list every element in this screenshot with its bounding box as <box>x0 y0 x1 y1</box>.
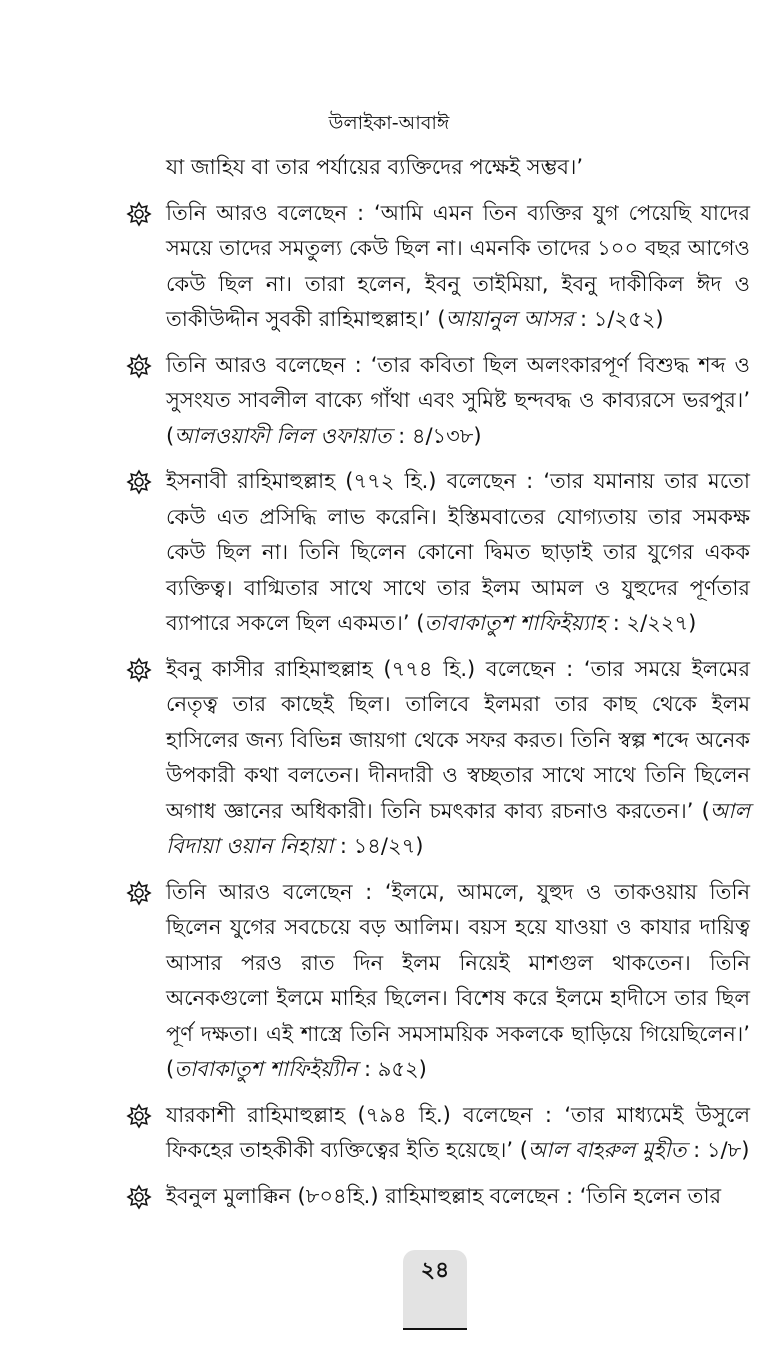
entry-reference: : ১৪/২৭) <box>333 834 424 858</box>
entry-text: ইবনু কাসীর রাহিমাহুল্লাহ (৭৭৪ হি.) বলেছেন : ‘তার সময়ে ইলমের নেতৃত্ব তার কাছেই ছিল। তালিবে ইলমরা তার কাছ থেকে ইলম হাসিলের জন্য বিভিন্ন জায়গা থেকে সফর করত। তিনি স্বল্প শব্দে অনেক উপকারী কথা বলতেন। দীনদারী ও স্বচ্ছতার সাথে সাথে তিনি ছিলেন অগাধ জ্ঞানের অধিকারী। তিনি চমৎকার কাব্য রচনাও করতেন।’ ( <box>166 656 750 823</box>
flower-ornament-icon <box>126 469 152 495</box>
flower-ornament-icon <box>126 880 152 906</box>
entry-text: তিনি আরও বলেছেন : ‘ইলমে, আমলে, যুহুদ ও তাকওয়ায় তিনি ছিলেন যুগের সবচেয়ে বড় আলিম। বয়স হয়ে যাওয়া ও কাযার দায়িত্ব আসার পরও রাত দিন ইলম নিয়েই মাশগুল থাকতেন। তিনি অনেকগুলো ইলমে মাহির ছিলেন। বিশেষ করে ইলমে হাদীসে তার ছিল পূর্ণ দক্ষতা। এই শাস্ত্রে তিনি সমসাময়িক সকলকে ছাড়িয়ে গিয়েছিলেন।’ ( <box>166 879 750 1081</box>
entry-citation: আল বিদায়া ওয়ান নিহায়া <box>166 798 750 858</box>
continued-paragraph: যা জাহিয বা তার পর্যায়ের ব্যক্তিদের পক্ষেই সম্ভব।’ <box>166 155 584 179</box>
quote-entry <box>126 1098 750 1169</box>
quote-entry <box>126 464 750 642</box>
entry-citation: তাবাকাতুশ শাফিইয়্যীন <box>174 1057 358 1081</box>
entry-reference: : ১/২৫২) <box>573 307 664 331</box>
quote-entry <box>126 196 750 338</box>
flower-ornament-icon <box>126 1184 152 1210</box>
entry-text: যারকাশী রাহিমাহুল্লাহ (৭৯৪ হি.) বলেছেন : ‘তার মাধ্যমেই উসুলে ফিকহের তাহকীকী ব্যক্তিত্বের ইতি হয়েছে।’ ( <box>166 1102 750 1162</box>
quote-entry <box>126 348 750 455</box>
flower-ornament-icon <box>126 353 152 379</box>
page-number: ২৪ <box>420 1258 450 1283</box>
entry-reference: : ২/২২৭) <box>606 611 697 635</box>
entry-citation: আলওয়াফী লিল ওফায়াত <box>174 423 392 448</box>
flower-ornament-icon <box>126 201 152 227</box>
entry-citation: তাবাকাতুশ শাফিইয়্যাহ <box>424 611 607 635</box>
entry-text: তিনি আরও বলেছেন : ‘তার কবিতা ছিল অলংকারপূর্ণ বিশুদ্ধ শব্দ ও সুসংযত সাবলীল বাক্যে গাঁথা এবং সুমিষ্ট ছন্দবদ্ধ ও কাব্যরসে ভরপুর।’ ( <box>166 352 750 448</box>
entry-citation: আয়ানুল আসর <box>445 307 574 331</box>
entry-citation: আল বাহরুল মুহীত <box>527 1138 687 1162</box>
quote-entry <box>126 652 750 865</box>
entry-reference: : ৪/১৩৮) <box>391 423 482 448</box>
entry-text: ইসনাবী রাহিমাহুল্লাহ (৭৭২ হি.) বলেছেন : ‘তার যমানায় তার মতো কেউ এত প্রসিদ্ধি লাভ করেনি। ইস্তিমবাতের যোগ্যতায় তার সমকক্ষ কেউ ছিল না। তিনি ছিলেন কোনো দ্বিমত ছাড়াই তার যুগের একক ব্যক্তিত্ব। বাগ্মিতার সাথে সাথে তার ইলম আমল ও যুহুদের পূর্ণতার ব্যাপারে সকলে ছিল একমত।’ ( <box>166 469 750 635</box>
page-content <box>126 150 750 1214</box>
quote-entry <box>126 875 750 1088</box>
quote-entry <box>126 1179 750 1215</box>
flower-ornament-icon <box>126 657 152 683</box>
running-header: উলাইকা-আবাঈ <box>328 112 450 134</box>
entry-reference: : ৯৫২) <box>357 1057 427 1081</box>
entry-text: ইবনুল মুলাক্কিন (৮০৪হি.) রাহিমাহুল্লাহ বলেছেন : ‘তিনি হলেন তার <box>166 1183 722 1208</box>
entry-reference: : ১/৮) <box>686 1138 750 1162</box>
page-number-underline <box>403 1328 467 1330</box>
entry-text: তিনি আরও বলেছেন : ‘আমি এমন তিন ব্যক্তির যুগ পেয়েছি যাদের সময়ে তাদের সমতুল্য কেউ ছিল না। এমনকি তাদের ১০০ বছর আগেও কেউ ছিল না। তারা হলেন, ইবনু তাইমিয়া, ইবনু দাকীকিল ঈদ ও তাকীউদ্দীন সুবকী রাহিমাহুল্লাহ।’ ( <box>166 200 750 331</box>
flower-ornament-icon <box>126 1103 152 1129</box>
